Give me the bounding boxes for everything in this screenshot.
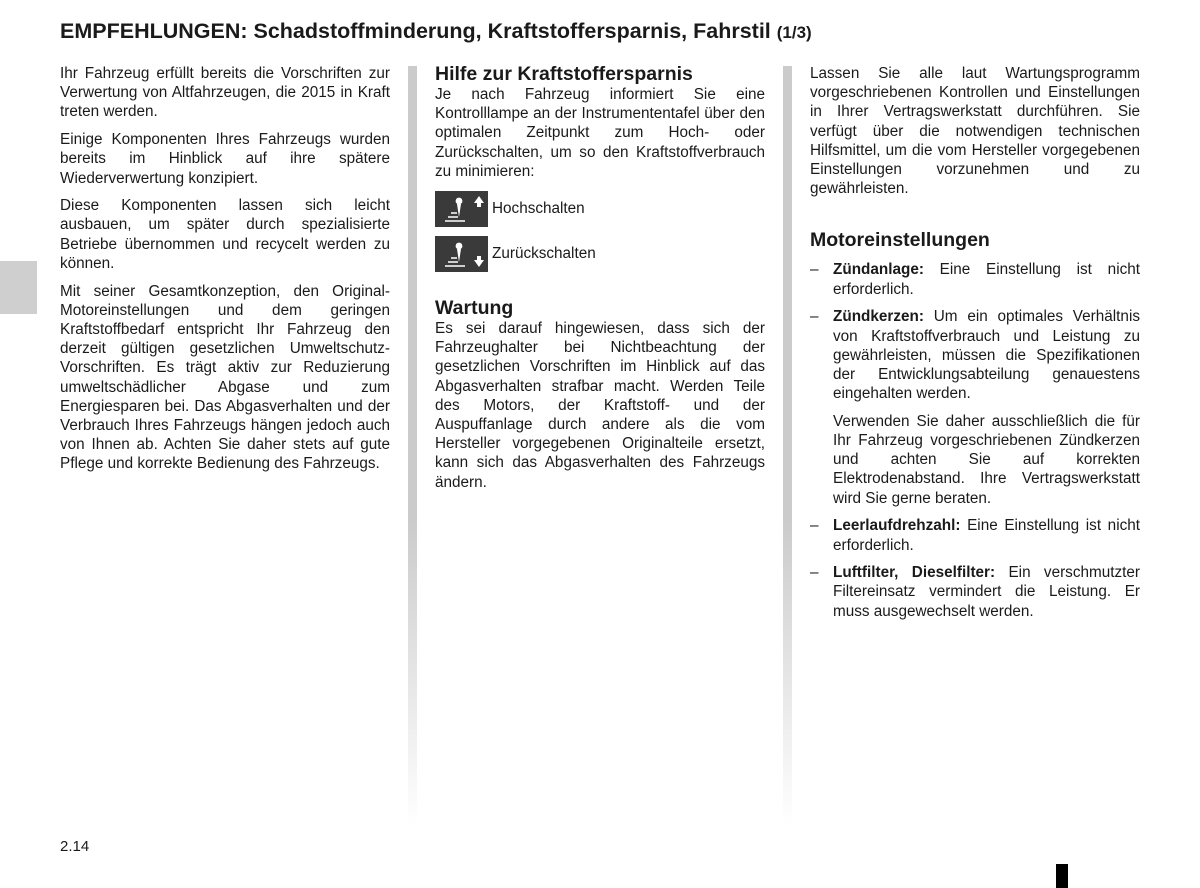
shift-down-label: Zurückschalten xyxy=(492,245,596,263)
column-left xyxy=(60,64,390,482)
list-item-term: Zündkerzen: xyxy=(833,308,924,326)
column-divider-right xyxy=(783,66,792,826)
paragraph: Diese Komponenten lassen sich leicht ausbauen, um später durch spezialisierte Betriebe übernommen und recycelt werden zu können. xyxy=(60,197,390,272)
column-divider-left xyxy=(408,66,417,826)
engine-settings-heading: Motoreinstellungen xyxy=(810,229,990,252)
maintenance-heading: Wartung xyxy=(435,297,514,320)
list-item-text: Eine Einstellung ist nicht erforderlich. xyxy=(833,261,1140,298)
page-title-text: EMPFEHLUNGEN: Schadstoffminderung, Kraftstoffersparnis, Fahrstil xyxy=(60,19,771,43)
list-item-term: Luftfilter, Dieselfilter: xyxy=(833,564,996,582)
list-dash: – xyxy=(810,517,819,535)
paragraph: Einige Komponenten Ihres Fahrzeugs wurden bereits im Hinblick auf ihre spätere Wiederverwertung konzipiert. xyxy=(60,131,390,187)
list-dash: – xyxy=(810,564,819,582)
page-title xyxy=(60,19,812,44)
list-dash: – xyxy=(810,261,819,279)
list-item-text: Um ein optimales Verhältnis von Kraftstoffverbrauch und Leistung zu gewährleisten, müssen die Spezifikationen der Entwicklungsabteilung genauestens eingehalten werden. xyxy=(833,308,1140,403)
list-item xyxy=(810,516,1140,554)
list-item xyxy=(810,563,1140,621)
maintenance-text: Es sei darauf hingewiesen, dass sich der Fahrzeughalter bei Nichtbeachtung der gesetzlichen Vorschriften im Hinblick auf das Abgasverhalten strafbar macht. Werden Teile des Motors, der Kraftstoff- und der Auspuffanlage durch andere als die vom Hersteller vorgegebenen Originalteile ersetzt, kann sich das Abgasverhalten des Fahrzeugs ändern. xyxy=(435,320,765,491)
fuel-saving-text: Je nach Fahrzeug informiert Sie eine Kontrolllampe an der Instrumententafel über den optimalen Zeitpunkt zum Hoch- oder Zurückschalten, um so den Kraftstoffverbrauch zu minimieren: xyxy=(435,86,765,180)
list-item-extra-text: Verwenden Sie daher ausschließlich die für Ihr Fahrzeug vorgeschriebenen Zündkerzen und achten Sie auf korrekten Elektrodenabstand. Ihre Vertragswerkstatt wird Sie gerne beraten. xyxy=(833,412,1140,507)
list-item-text: Ein verschmutzter Filtereinsatz vermindert die Leistung. Er muss ausgewechselt werden. xyxy=(833,564,1140,620)
page-indicator: (1/3) xyxy=(776,23,812,42)
page-number: 2.14 xyxy=(60,838,90,855)
list-item xyxy=(810,307,1140,508)
gear-shift-down-icon xyxy=(435,236,488,272)
column-right xyxy=(810,64,1140,629)
fuel-saving-heading: Hilfe zur Kraftstoffersparnis xyxy=(435,63,693,85)
gear-shift-up-icon xyxy=(435,191,488,227)
column-middle xyxy=(435,64,765,492)
list-item xyxy=(810,260,1140,298)
list-dash: – xyxy=(810,308,819,326)
shift-up-row xyxy=(435,191,765,227)
paragraph: Ihr Fahrzeug erfüllt bereits die Vorschriften zur Verwertung von Altfahrzeugen, die 2015 in Kraft treten werden. xyxy=(60,65,390,121)
list-item-term: Leerlaufdrehzahl: xyxy=(833,517,961,535)
list-item-text: Eine Einstellung ist nicht erforderlich. xyxy=(833,517,1140,554)
paragraph: Mit seiner Gesamtkonzeption, den Original-Motoreinstellungen und dem geringen Kraftstoffbedarf entspricht Ihr Fahrzeug den derzeit gültigen gesetzlichen Umweltschutz-Vorschriften. Es trägt aktiv zur Reduzierung umweltschädlicher Abgase und zum Energiesparen bei. Das Abgasverhalten und der Verbrauch Ihres Fahrzeugs hängen jedoch auch von Ihnen ab. Achten Sie daher stets auf gute Pflege und korrekte Bedienung des Fahrzeugs. xyxy=(60,282,390,473)
shift-up-label: Hochschalten xyxy=(492,200,585,218)
page-corner-mark xyxy=(1056,864,1068,888)
shift-down-row xyxy=(435,236,765,272)
chapter-side-tab xyxy=(0,261,37,314)
workshop-intro-text: Lassen Sie alle laut Wartungsprogramm vorgeschriebenen Kontrollen und Einstellungen in Ihrer Vertragswerkstatt durchführen. Sie verfügt über die notwendigen technischen Hilfsmittel, um die vom Hersteller vorgegebenen Einstellungen vorzunehmen und zu gewährleisten. xyxy=(810,65,1140,198)
list-item-term: Zündanlage: xyxy=(833,261,924,279)
